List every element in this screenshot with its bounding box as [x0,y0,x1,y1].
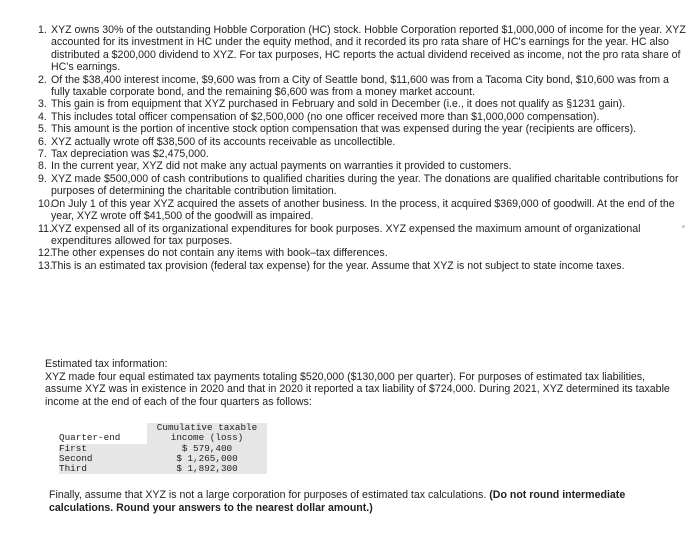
note-number: 8. [38,160,47,173]
note-text: This amount is the portion of incentive stock option compensation that was expensed during the year (recipients are officers). [51,123,637,136]
taxable-income-table-wrap [59,423,267,474]
taxable-income-table [59,423,267,474]
note-item [12,98,688,110]
note-item [12,24,688,74]
note-number: 5. [38,123,47,136]
note-text: XYZ expensed all of its organizational expenditures for book purposes. XYZ expensed the maximum amount of organizational expenditures allowed for tax purposes. [51,222,641,247]
estimated-heading: Estimated tax information: [45,358,168,370]
income-cell: $ 1,265,000 [147,454,267,464]
note-text: Of the $38,400 interest income, $9,600 was from a City of Seattle bond, $11,600 was from a Tacoma City bond, $10,600 was from a fully taxable corporate bond, and the remaining $6,600 was from a money market account. [51,73,669,99]
note-text: This includes total officer compensation of $2,500,000 (no one officer received more than $1,000,000 compensation). [51,110,600,123]
note-number: 12. [38,247,53,260]
note-item [12,173,688,198]
note-number: 9. [38,172,47,185]
final-text: Finally, assume that XYZ is not a large corporation for purposes of estimated tax calculations. [49,489,487,501]
note-item [12,198,688,223]
note-number: 7. [38,148,47,161]
final-instructions [49,489,689,514]
income-cell: $ 579,400 [147,444,267,454]
note-text: Tax depreciation was $2,475,000. [51,148,209,161]
table-header-row [59,423,267,444]
note-item [12,111,688,123]
note-number: 13. [38,259,53,272]
note-text: XYZ actually wrote off $38,500 of its accounts receivable as uncollectible. [51,135,396,148]
note-text: XYZ made $500,000 of cash contributions to qualified charities during the year. The donations are qualified charitable contributions for purposes of determining the charitable contribution limitation. [51,172,679,198]
note-item [12,123,688,135]
income-cell: $ 1,892,300 [147,464,267,474]
note-text: The other expenses do not contain any items with book–tax differences. [51,247,388,260]
note-text: XYZ owns 30% of the outstanding Hobble Corporation (HC) stock. Hobble Corporation reported $1,000,000 of income for the year. XYZ accounted for its investment in HC under the equity method, and it recorded its pro rata share of HC's earnings for the year. HC also distributed a $200,000 dividend to XYZ. For tax purposes, HC reports the actual dividend received as income, not the pro rata share of HC's earnings. [51,24,686,74]
quarter-cell: Third [59,464,147,474]
note-item [12,260,688,272]
header-cumulative-line1: Cumulative taxable [156,422,258,433]
estimated-body: XYZ made four equal estimated tax payments totaling $520,000 ($130,000 per quarter). For purposes of estimated tax liabilities, assume XYZ was in existence in 2020 and that in 2020 it reported a tax liability of $724,000. During 2021, XYZ determined its taxable income at the end of each of the four quarters as follows: [45,370,670,408]
note-item [12,247,688,259]
note-number: 10. [38,197,53,210]
header-cumulative-income [147,423,267,444]
note-item [12,223,688,248]
estimated-tax-section [45,358,685,408]
note-number: 11. [38,222,52,235]
note-item [12,148,688,160]
note-number: 6. [38,135,47,148]
note-number: 4. [38,110,47,123]
note-text: On July 1 of this year XYZ acquired the assets of another business. In the process, it acquired $369,000 of goodwill. At the end of the year, XYZ wrote off $41,500 of the goodwill as impaired. [51,197,675,223]
scroll-marker [682,225,685,228]
note-item [12,136,688,148]
notes-list [12,24,688,272]
note-number: 3. [38,98,47,111]
note-text: This gain is from equipment that XYZ purchased in February and sold in December (i.e., it does not qualify as §1231 gain). [51,98,626,111]
header-cumulative-line2: income (loss) [170,432,244,444]
quarter-cell: First [59,444,147,454]
quarter-cell: Second [59,454,147,464]
note-number: 2. [38,73,47,86]
header-quarter-end: Quarter-end [59,432,121,444]
note-text: This is an estimated tax provision (federal tax expense) for the year. Assume that XYZ is not subject to state income taxes. [51,259,625,272]
note-number: 1. [38,24,47,36]
note-item [12,74,688,99]
note-text: In the current year, XYZ did not make any actual payments on warranties it provided to customers. [51,160,512,173]
note-item [12,160,688,172]
table-row [59,464,267,474]
final-bold-instruction: (Do not round intermediate calculations. Round your answers to the nearest dollar amount.) [49,489,626,514]
